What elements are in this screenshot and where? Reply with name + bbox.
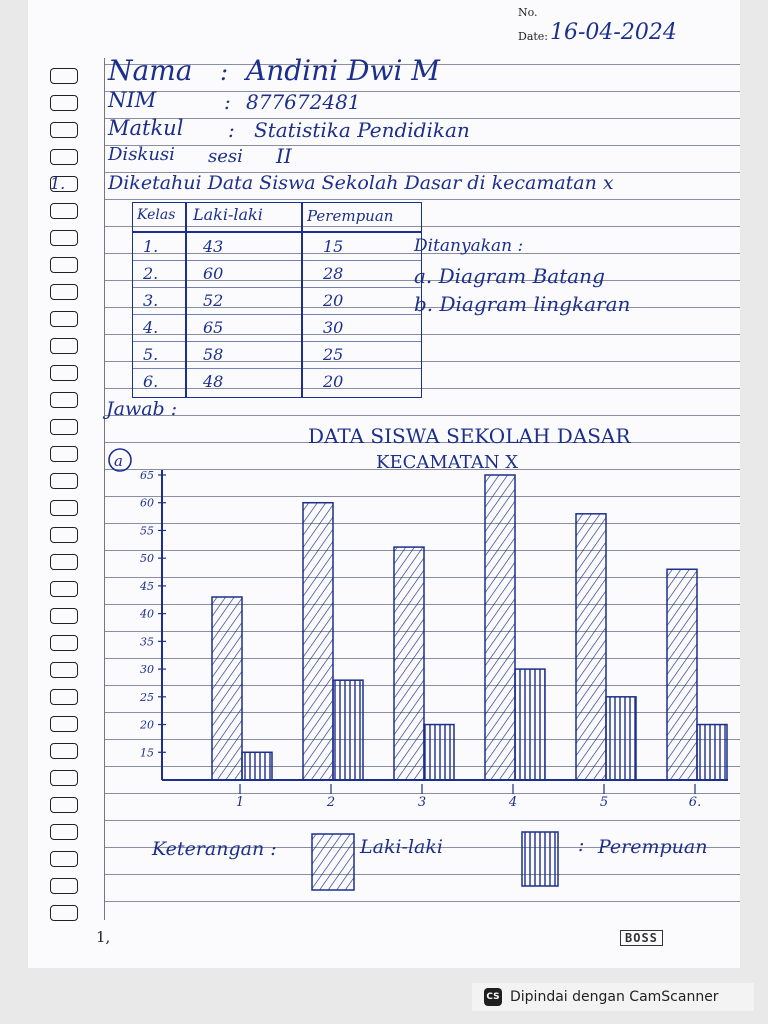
matkul-value: Statistika Pendidikan	[254, 118, 470, 142]
problem-text: Diketahui Data Siswa Sekolah Dasar di kecamatan x	[108, 172, 614, 194]
matkul-sep: :	[228, 118, 235, 142]
bar-laki-laki	[212, 597, 242, 780]
date-value: 16-04-2024	[550, 20, 677, 45]
nim-sep: :	[224, 90, 231, 114]
y-tick-label: 20	[140, 718, 154, 732]
x-tick-label: 6.	[688, 795, 702, 810]
bar-perempuan	[515, 669, 545, 780]
legend-label-laki: Laki-laki	[360, 836, 443, 858]
table-cell: 20	[323, 291, 344, 310]
y-tick-label: 55	[140, 524, 154, 538]
table-header-kelas: Kelas	[137, 207, 176, 223]
nim-key: NIM	[108, 88, 157, 112]
diskusi-sep: sesi	[208, 146, 243, 167]
table-header-perempuan: Perempuan	[307, 207, 394, 225]
y-tick-label: 25	[140, 690, 154, 704]
table-cell: 5.	[143, 345, 159, 364]
table-cell: 2.	[143, 264, 159, 283]
table-cell: 52	[203, 291, 224, 310]
y-tick-label: 35	[140, 635, 154, 649]
legend-swatch-laki-laki	[312, 834, 354, 890]
table-cell: 25	[323, 345, 344, 364]
bar-perempuan	[333, 680, 363, 780]
page-number: 1,	[96, 928, 111, 946]
date-label: Date:	[518, 30, 549, 43]
scanner-footer	[472, 983, 754, 1011]
no-label: No.	[518, 6, 538, 19]
table-cell: 48	[203, 372, 224, 391]
legend-swatch-perempuan	[522, 832, 558, 886]
bar-laki-laki	[303, 503, 333, 780]
y-tick-label: 15	[140, 746, 154, 760]
bar-chart	[28, 0, 740, 968]
table-cell: 65	[203, 318, 224, 337]
name-value: Andini Dwi M	[246, 54, 440, 87]
y-tick-label: 30	[140, 663, 154, 677]
table-cell: 4.	[143, 318, 159, 337]
matkul-key: Matkul	[108, 116, 184, 140]
x-tick-label: 2	[326, 795, 336, 810]
diskusi-value: II	[276, 144, 292, 168]
table-cell: 20	[323, 372, 344, 391]
name-sep: :	[220, 58, 229, 86]
scanner-text: Dipindai dengan CamScanner	[510, 989, 719, 1005]
panel-label: a	[114, 452, 123, 470]
table-cell: 3.	[143, 291, 159, 310]
x-tick-label: 3	[417, 795, 427, 810]
bar-perempuan	[697, 725, 727, 780]
y-tick-label: 50	[140, 552, 154, 566]
answer-label: Jawab :	[106, 398, 178, 420]
x-tick-label: 5	[599, 795, 609, 810]
asked-label: Ditanyakan :	[414, 236, 524, 256]
table-cell: 43	[203, 237, 224, 256]
camscanner-logo-icon: CS	[484, 988, 502, 1006]
table-header-laki: Laki-laki	[193, 205, 263, 224]
x-tick-label: 4	[508, 795, 518, 810]
bar-laki-laki	[667, 569, 697, 780]
table-cell: 28	[323, 264, 344, 283]
legend-label: Keterangan :	[152, 838, 277, 860]
table-cell: 6.	[143, 372, 159, 391]
asked-item-a: a. Diagram Batang	[414, 264, 605, 288]
chart-subtitle: KECAMATAN X	[376, 452, 519, 473]
legend-label-perempuan: Perempuan	[598, 836, 708, 858]
bar-laki-laki	[576, 514, 606, 780]
table-cell: 58	[203, 345, 224, 364]
table-cell: 15	[323, 237, 344, 256]
diskusi-key: Diskusi	[108, 144, 175, 165]
legend-sep: :	[578, 834, 585, 856]
x-tick-label: 1	[235, 795, 245, 810]
table-cell: 60	[203, 264, 224, 283]
table-cell: 1.	[143, 237, 159, 256]
nim-value: 877672481	[246, 90, 361, 114]
bar-perempuan	[242, 752, 272, 780]
problem-number: 1.	[50, 174, 66, 193]
bar-perempuan	[606, 697, 636, 780]
brand-stamp: BOSS	[620, 930, 663, 946]
asked-item-b: b. Diagram lingkaran	[414, 292, 631, 316]
bar-laki-laki	[394, 547, 424, 780]
bar-perempuan	[424, 725, 454, 780]
y-tick-label: 60	[140, 496, 154, 510]
chart-title: DATA SISWA SEKOLAH DASAR	[308, 424, 631, 448]
table-cell: 30	[323, 318, 344, 337]
notebook-page	[28, 0, 740, 968]
name-key: Nama	[108, 54, 193, 87]
y-tick-label: 45	[140, 579, 154, 593]
y-tick-label: 40	[140, 607, 154, 621]
y-tick-label: 65	[140, 469, 154, 482]
bar-laki-laki	[485, 475, 515, 780]
